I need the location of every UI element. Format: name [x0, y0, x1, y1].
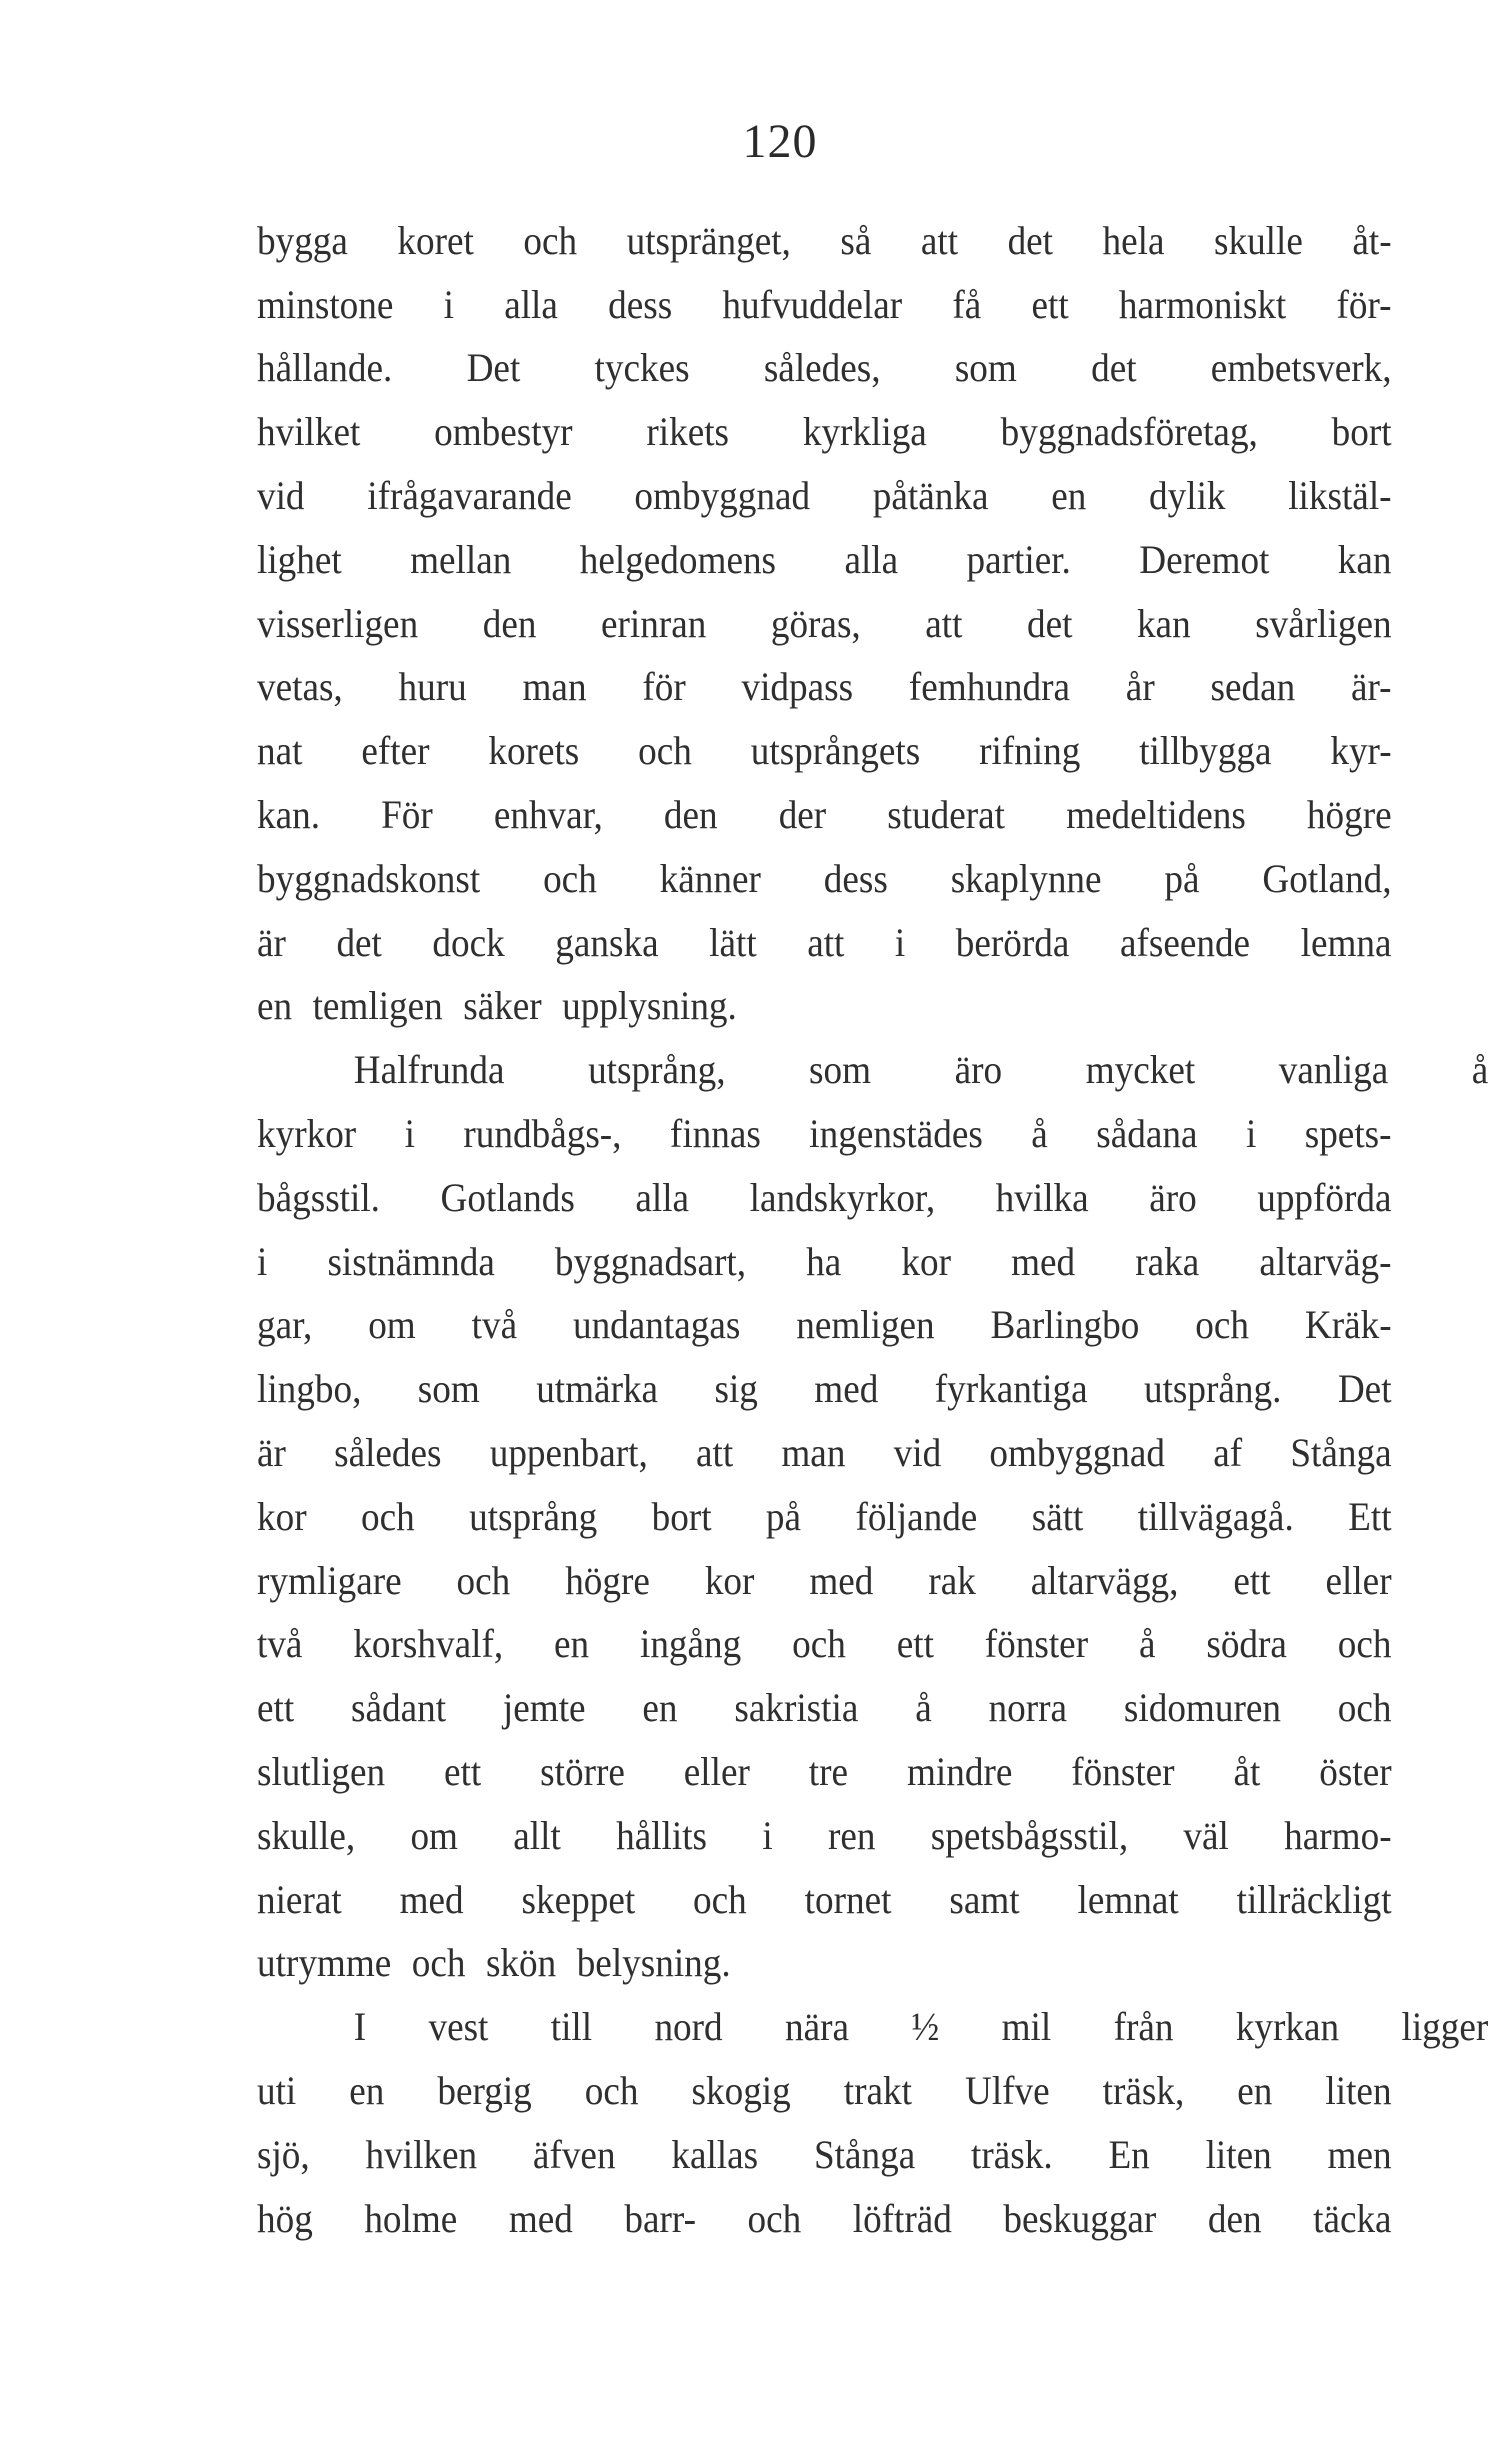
text-line: är således uppenbart, att man vid ombyggnad af Stånga — [257, 1429, 1392, 1475]
text-line: minstone i alla dess hufvuddelar få ett harmoniskt för- — [257, 281, 1392, 327]
text-line: uti en bergig och skogig trakt Ulfve träsk, en liten — [257, 2067, 1392, 2113]
text-line: ett sådant jemte en sakristia å norra sidomuren och — [257, 1685, 1392, 1731]
text-line: kyrkor i rundbågs-, finnas ingenstädes å sådana i spets- — [257, 1110, 1392, 1156]
text-line: skulle, om allt hållits i ren spetsbågsstil, väl harmo- — [257, 1812, 1392, 1858]
text-line: slutligen ett större eller tre mindre fönster åt öster — [257, 1748, 1392, 1794]
text-line: nat efter korets och utsprångets rifning tillbygga kyr- — [257, 728, 1392, 774]
text-line: hvilket ombestyr rikets kyrkliga byggnadsföretag, bort — [257, 409, 1392, 455]
text-line: visserligen den erinran göras, att det kan svårligen — [257, 600, 1392, 646]
text-line: en temligen säker upplysning. — [257, 983, 737, 1029]
text-line: två korshvalf, en ingång och ett fönster å södra och — [257, 1621, 1392, 1667]
text-line: är det dock ganska lätt att i berörda afseende lemna — [257, 919, 1392, 965]
text-line: sjö, hvilken äfven kallas Stånga träsk. En liten men — [257, 2131, 1392, 2177]
text-line: gar, om två undantagas nemligen Barlingbo och Kräk- — [257, 1302, 1392, 1348]
text-line: i sistnämnda byggnadsart, ha kor med raka altarväg- — [257, 1238, 1392, 1284]
body-text — [257, 203, 1488, 2245]
page-number: 120 — [742, 115, 818, 168]
text-line: kan. För enhvar, den der studerat medeltidens högre — [257, 791, 1392, 837]
text-line: nierat med skeppet och tornet samt lemnat tillräckligt — [257, 1876, 1392, 1922]
text-line: Halfrunda utsprång, som äro mycket vanliga å — [353, 1047, 1488, 1093]
text-line: vetas, huru man för vidpass femhundra år sedan är- — [257, 664, 1392, 710]
text-line: bågsstil. Gotlands alla landskyrkor, hvilka äro uppförda — [257, 1174, 1392, 1220]
text-line: byggnadskonst och känner dess skaplynne på Gotland, — [257, 855, 1392, 901]
text-line: hög holme med barr- och löfträd beskuggar den täcka — [257, 2195, 1392, 2241]
text-line: utrymme och skön belysning. — [257, 1940, 731, 1986]
text-line: I vest till nord nära ½ mil från kyrkan ligger — [353, 2004, 1488, 2050]
text-line: hållande. Det tyckes således, som det embetsverk, — [257, 345, 1392, 391]
text-line: rymligare och högre kor med rak altarvägg, ett eller — [257, 1557, 1392, 1603]
text-line: lingbo, som utmärka sig med fyrkantiga utsprång. Det — [257, 1366, 1392, 1412]
text-line: kor och utsprång bort på följande sätt tillvägagå. Ett — [257, 1493, 1392, 1539]
text-line: bygga koret och utspränget, så att det hela skulle åt- — [257, 217, 1392, 263]
text-line: lighet mellan helgedomens alla partier. Deremot kan — [257, 536, 1392, 582]
text-line: vid ifrågavarande ombyggnad påtänka en dylik likstäl- — [257, 472, 1392, 518]
